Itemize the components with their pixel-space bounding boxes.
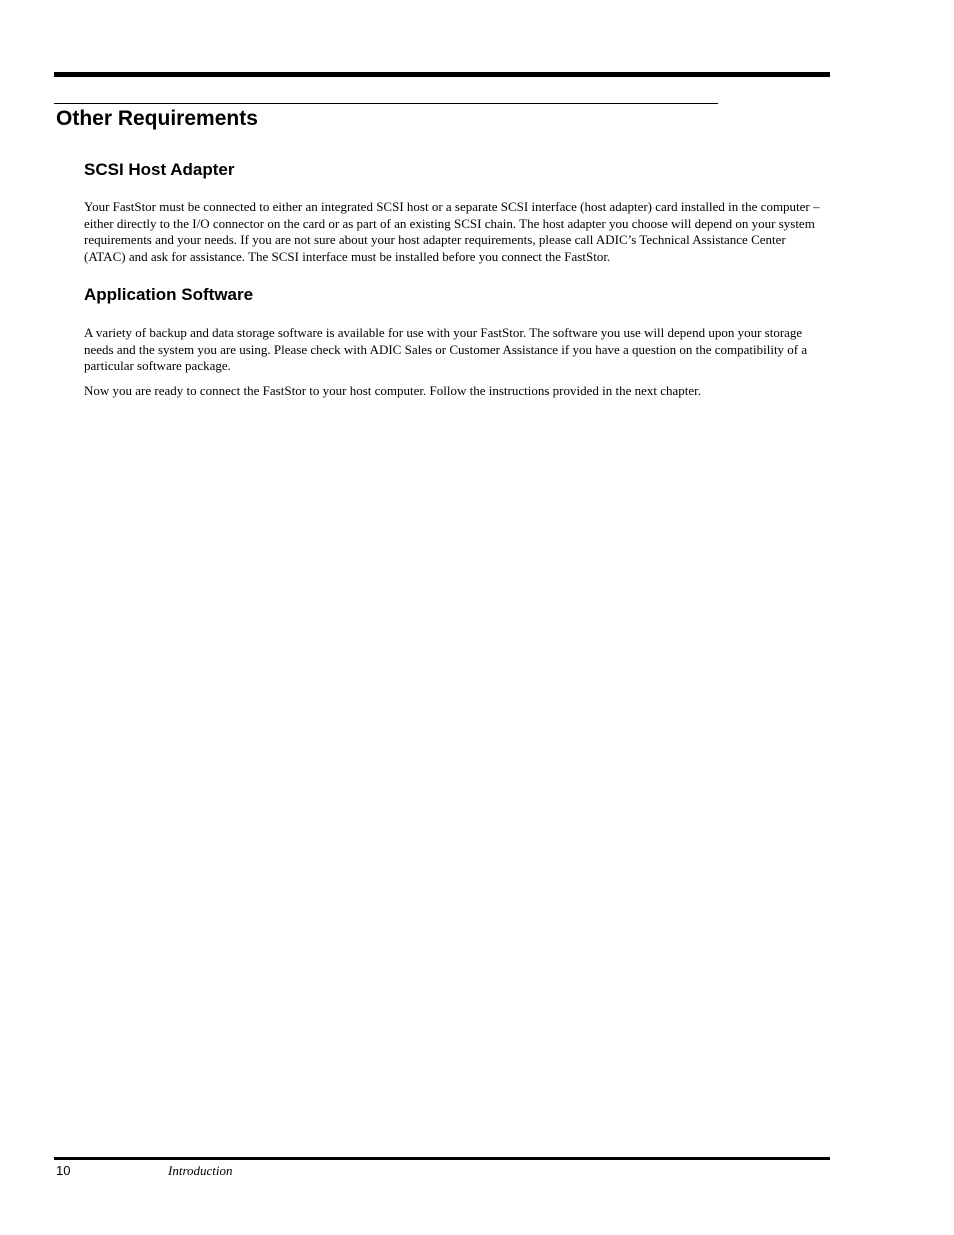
section-rule [54,103,718,104]
header-rule [54,72,830,77]
chapter-name: Introduction [168,1163,233,1178]
footer-rule [54,1157,830,1160]
section-title: Other Requirements [56,107,258,130]
closing-paragraph: Now you are ready to connect the FastStor to your host computer. Follow the instructions provided in the next chapter. [84,383,702,398]
software-paragraph: A variety of backup and data storage software is available for use with your FastStor. The software you use will depend upon your storage needs and the system you are using. Please check with ADIC Sales or Customer Assistance if you have a question on the compatibility of a particular software package. [84,325,808,374]
scsi-paragraph: Your FastStor must be connected to either an integrated SCSI host or a separate SCSI interface (host adapter) card installed in the computer – either directly to the I/O connector on the card or as part of an existing SCSI chain. The host adapter you choose will depend on your system requirements and your needs. If you are not sure about your host adapter requirements, please call ADIC’s Technical Assistance Center (ATAC) and ask for assistance. The SCSI interface must be installed before you connect the FastStor. [84,199,820,264]
page-number: 10 [56,1163,71,1178]
software-heading: Application Software [84,285,254,304]
scsi-heading: SCSI Host Adapter [84,160,235,179]
